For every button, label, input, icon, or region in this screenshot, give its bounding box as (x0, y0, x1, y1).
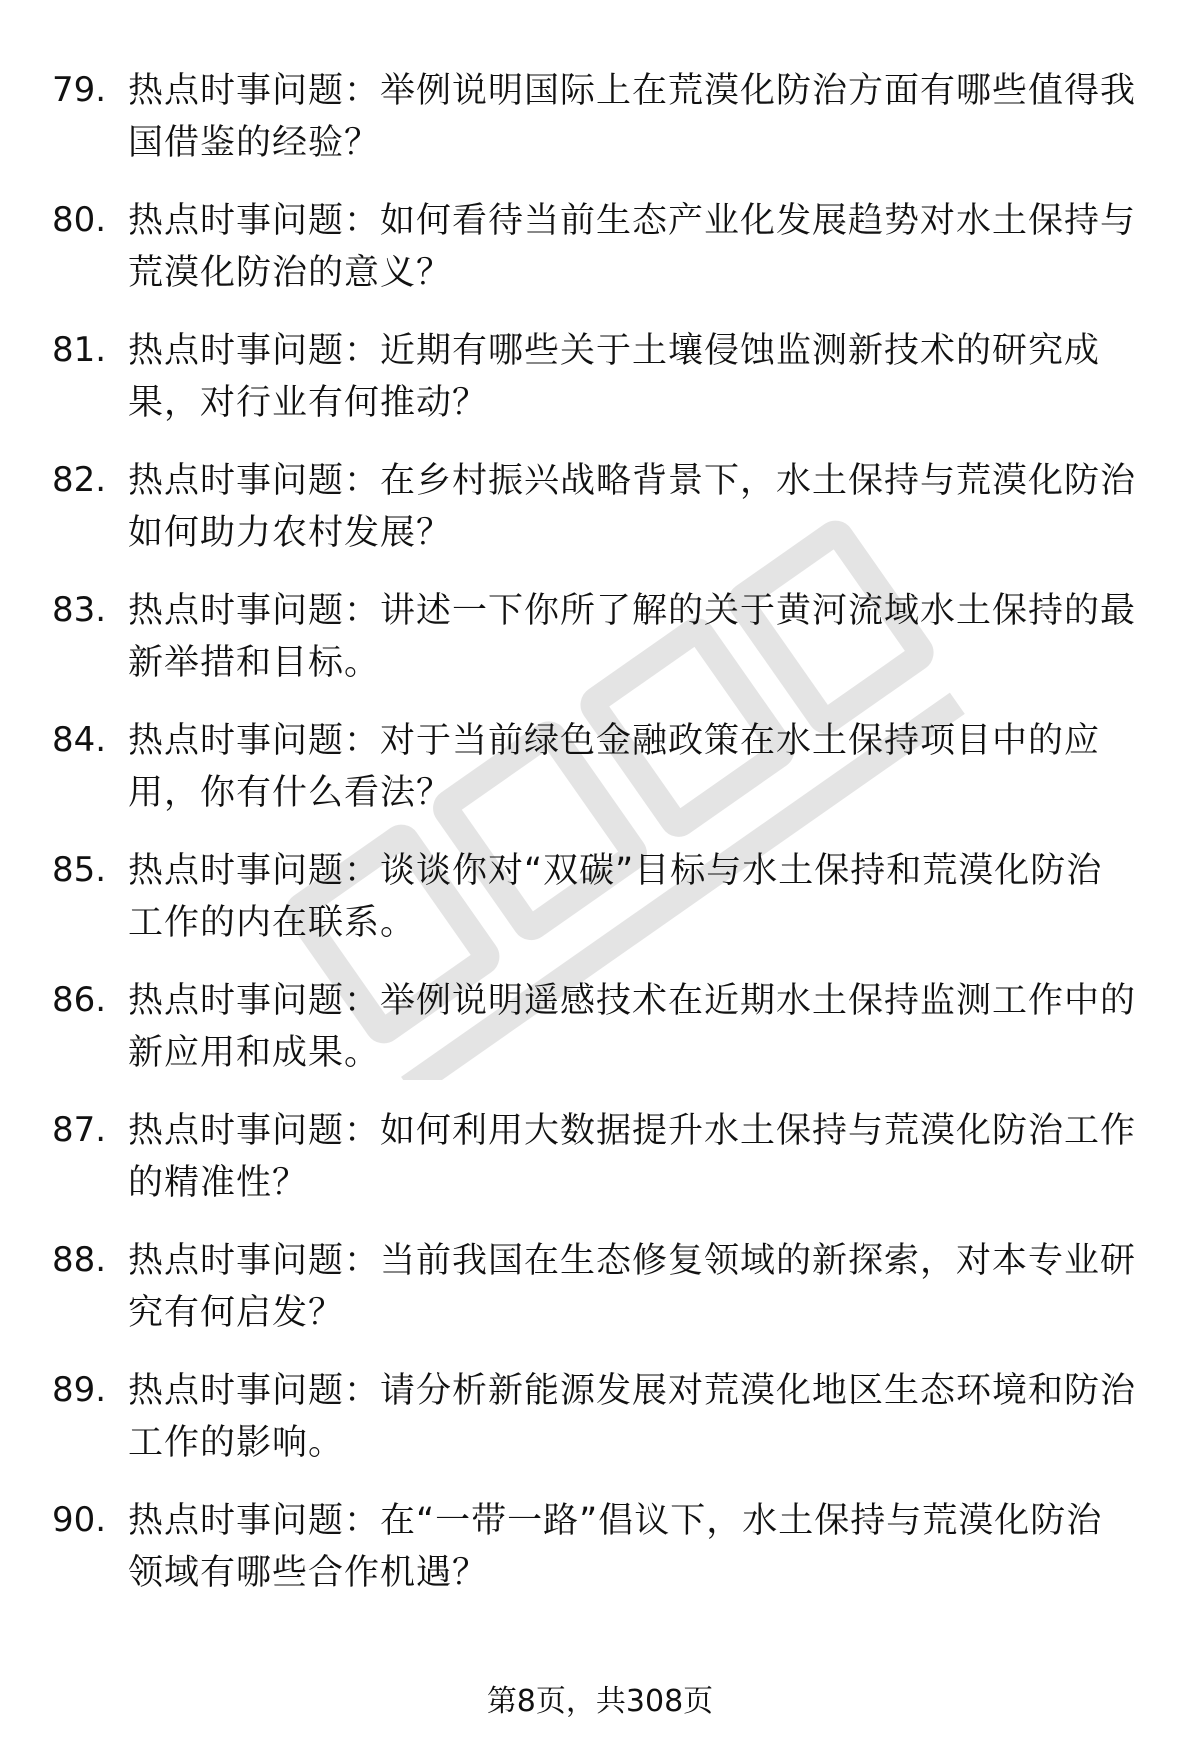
list-item (0, 1220, 1200, 1350)
list-item (0, 440, 1200, 570)
list-item (0, 310, 1200, 440)
question-text: 热点时事问题：对于当前绿色金融政策在水土保持项目中的应 用，你有什么看法？ (128, 721, 1101, 813)
list-item (0, 1350, 1200, 1480)
question-number: 90. (52, 1500, 107, 1540)
question-text: 热点时事问题：近期有哪些关于土壤侵蚀监测新技术的研究成 果，对行业有何推动？ (128, 331, 1101, 423)
question-text: 热点时事问题：谈谈你对“双碳”目标与水土保持和荒漠化防治 工作的内在联系。 (128, 851, 1103, 943)
question-number: 88. (52, 1240, 107, 1280)
question-number: 79. (52, 70, 107, 110)
question-list (0, 50, 1200, 1610)
question-number: 82. (52, 460, 107, 500)
question-text: 热点时事问题：当前我国在生态修复领域的新探索，对本专业研 究有何启发？ (128, 1241, 1137, 1333)
question-text: 热点时事问题：请分析新能源发展对荒漠化地区生态环境和防治 工作的影响。 (128, 1371, 1137, 1463)
list-item (0, 570, 1200, 700)
question-text: 热点时事问题：在“一带一路”倡议下，水土保持与荒漠化防治 领域有哪些合作机遇？ (128, 1501, 1103, 1593)
list-item (0, 180, 1200, 310)
question-text: 热点时事问题：举例说明国际上在荒漠化防治方面有哪些值得我 国借鉴的经验？ (128, 71, 1137, 163)
list-item (0, 960, 1200, 1090)
list-item (0, 700, 1200, 830)
question-number: 83. (52, 590, 107, 630)
list-item (0, 1480, 1200, 1610)
question-number: 80. (52, 200, 107, 240)
list-item (0, 1090, 1200, 1220)
question-text: 热点时事问题：在乡村振兴战略背景下，水土保持与荒漠化防治 如何助力农村发展？ (128, 461, 1137, 553)
question-number: 85. (52, 850, 107, 890)
question-number: 87. (52, 1110, 107, 1150)
question-number: 89. (52, 1370, 107, 1410)
list-item (0, 50, 1200, 180)
question-text: 热点时事问题：如何看待当前生态产业化发展趋势对水土保持与 荒漠化防治的意义？ (128, 201, 1137, 293)
page-footer: 第8页，共308页 (486, 1684, 714, 1719)
question-number: 84. (52, 720, 107, 760)
question-text: 热点时事问题：举例说明遥感技术在近期水土保持监测工作中的 新应用和成果。 (128, 981, 1137, 1073)
question-number: 81. (52, 330, 107, 370)
question-text: 热点时事问题：讲述一下你所了解的关于黄河流域水土保持的最 新举措和目标。 (128, 591, 1137, 683)
list-item (0, 830, 1200, 960)
question-text: 热点时事问题：如何利用大数据提升水土保持与荒漠化防治工作 的精准性？ (128, 1111, 1137, 1203)
question-number: 86. (52, 980, 107, 1020)
